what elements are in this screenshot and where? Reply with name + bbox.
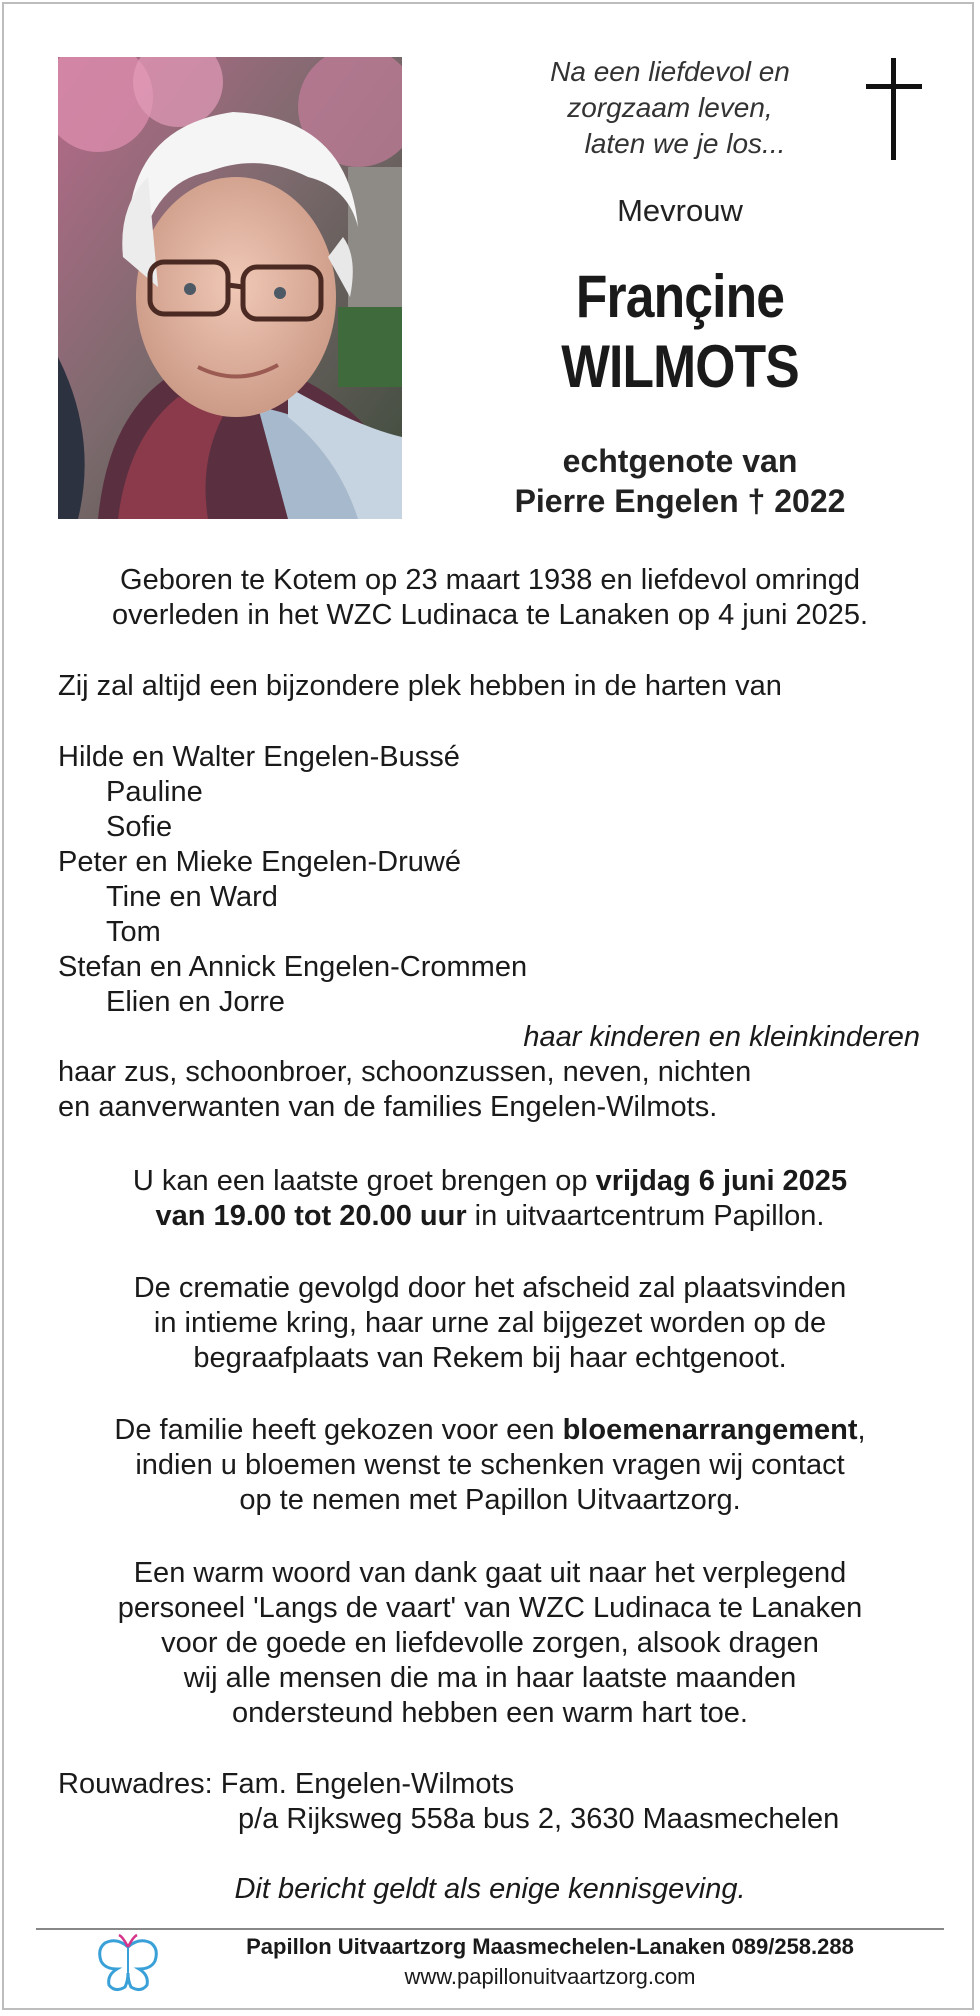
family-caption: haar kinderen en kleinkinderen bbox=[523, 1021, 920, 1053]
funeral-home-footer bbox=[170, 1932, 930, 1992]
family-member: Peter en Mieke Engelen-Druwé bbox=[58, 846, 461, 878]
deceased-name bbox=[499, 262, 860, 402]
relatives-line-2: en aanverwanten van de families Engelen-Wilmots. bbox=[58, 1091, 718, 1123]
birth-line-1: Geboren te Kotem op 23 maart 1938 en liefdevol omringd bbox=[120, 564, 860, 596]
visit-time: van 19.00 tot 20.00 uur bbox=[155, 1200, 467, 1232]
firm-website[interactable]: www.papillonuitvaartzorg.com bbox=[404, 1964, 696, 1989]
first-name: Françine bbox=[575, 263, 785, 330]
address-line-2: p/a Rijksweg 558a bus 2, 3630 Maasmechelen bbox=[238, 1803, 840, 1835]
family-list bbox=[58, 740, 922, 1125]
thanks-line: personeel 'Langs de vaart' van WZC Ludinaca te Lanaken bbox=[117, 1592, 863, 1624]
family-member: Pauline bbox=[106, 776, 203, 808]
thanks-line: voor de goede en liefdevolle zorgen, alsook dragen bbox=[161, 1627, 819, 1659]
flowers-line-3: op te nemen met Papillon Uitvaartzorg. bbox=[239, 1484, 741, 1516]
family-member: Tine en Ward bbox=[106, 881, 278, 913]
butterfly-logo-icon bbox=[95, 1933, 161, 1995]
sole-notice: Dit bericht geldt als enige kennisgeving. bbox=[234, 1873, 746, 1905]
family-member: Stefan en Annick Engelen-Crommen bbox=[58, 951, 528, 983]
visitation-info bbox=[58, 1164, 922, 1234]
birth-death-info bbox=[58, 563, 922, 633]
cremation-line: in intieme kring, haar urne zal bijgezet worden op de bbox=[153, 1307, 827, 1339]
mourning-address bbox=[58, 1767, 922, 1837]
cremation-line: De crematie gevolgd door het afscheid zal plaatsvinden bbox=[133, 1272, 847, 1304]
portrait-photo bbox=[58, 57, 402, 519]
address-line-1: Rouwadres: Fam. Engelen-Wilmots bbox=[58, 1768, 515, 1800]
spouse-info bbox=[460, 441, 900, 521]
flowers-info bbox=[58, 1413, 922, 1518]
birth-line-2: overleden in het WZC Ludinaca te Lanaken op 4 juni 2025. bbox=[111, 599, 869, 631]
family-member: Hilde en Walter Engelen-Bussé bbox=[58, 741, 460, 773]
visit-pre: U kan een laatste groet brengen op bbox=[132, 1165, 596, 1197]
last-name: WILMOTS bbox=[561, 333, 799, 400]
family-member: Sofie bbox=[106, 811, 173, 843]
spouse-line-1: echtgenote van bbox=[562, 443, 798, 479]
quote-line: zorgzaam leven, bbox=[567, 92, 773, 123]
quote-line: laten we je los... bbox=[584, 128, 786, 159]
firm-phone: 089/258.288 bbox=[731, 1934, 854, 1959]
thanks-message bbox=[58, 1556, 922, 1731]
honorific: Mevrouw bbox=[617, 193, 743, 228]
flowers-pre: De familie heeft gekozen voor een bbox=[114, 1414, 563, 1446]
footer-divider bbox=[36, 1928, 944, 1930]
thanks-line: wij alle mensen die ma in haar laatste maanden bbox=[183, 1662, 797, 1694]
opening-quote bbox=[500, 54, 840, 162]
flowers-post: , bbox=[857, 1414, 866, 1446]
relatives-line-1: haar zus, schoonbroer, schoonzussen, neven, nichten bbox=[58, 1056, 752, 1088]
family-member: Tom bbox=[106, 916, 161, 948]
thanks-line: ondersteund hebben een warm hart toe. bbox=[232, 1697, 748, 1729]
flowers-line-2: indien u bloemen wenst te schenken vragen wij contact bbox=[135, 1449, 845, 1481]
thanks-line: Een warm woord van dank gaat uit naar het verplegend bbox=[133, 1557, 847, 1589]
cremation-info bbox=[58, 1271, 922, 1376]
family-intro: Zij zal altijd een bijzondere plek hebben in de harten van bbox=[58, 670, 782, 702]
cremation-line: begraafplaats van Rekem bij haar echtgenoot. bbox=[193, 1342, 787, 1374]
firm-name: Papillon Uitvaartzorg Maasmechelen-Lanaken bbox=[246, 1934, 726, 1959]
spouse-line-2: Pierre Engelen † 2022 bbox=[514, 483, 846, 519]
visit-post: in uitvaartcentrum Papillon. bbox=[466, 1200, 825, 1232]
flowers-bold: bloemenarrangement bbox=[562, 1414, 858, 1446]
family-member: Elien en Jorre bbox=[106, 986, 285, 1018]
cross-icon bbox=[864, 58, 924, 160]
visit-date: vrijdag 6 juni 2025 bbox=[595, 1165, 848, 1197]
quote-line: Na een liefdevol en bbox=[550, 56, 790, 87]
